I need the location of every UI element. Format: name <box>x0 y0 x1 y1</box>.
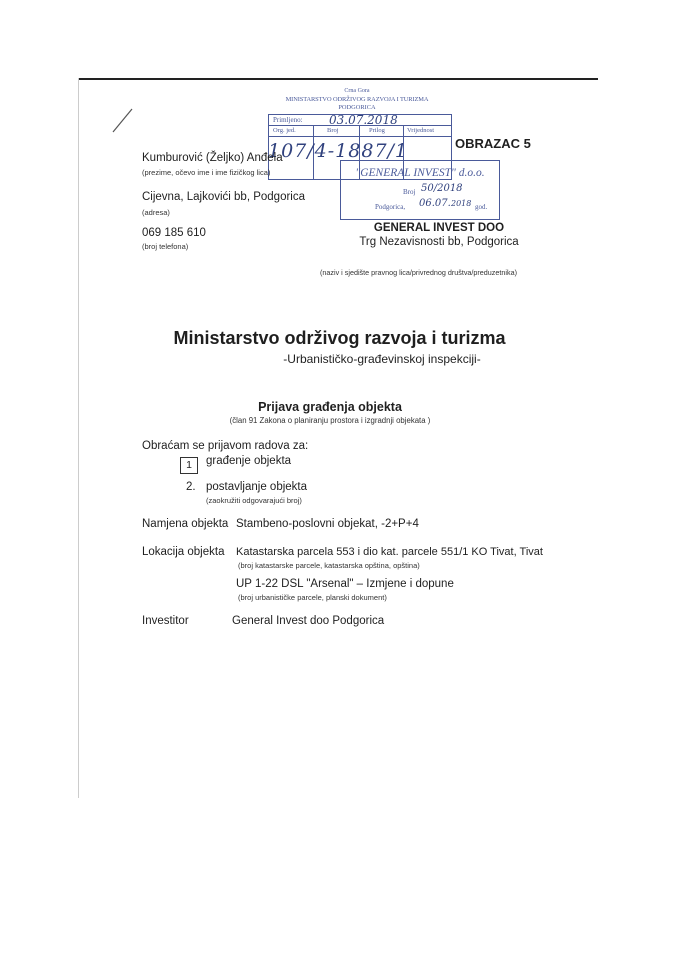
option-1-text: građenje objekta <box>206 455 292 467</box>
stamp-city: PODGORICA <box>338 104 376 111</box>
company-stamp-broj-value: 50/2018 <box>421 183 463 194</box>
up-caption: (broj urbanističke parcele, planski dokument) <box>238 593 387 602</box>
applicant-name: Kumburović (Željko) Anđela <box>142 152 283 164</box>
applicant-name-caption: (prezime, očevo ime i ime fizičkog lica) <box>142 168 271 177</box>
company-stamp-place: Podgorica, <box>375 203 406 211</box>
lokacija-caption: (broj katastarske parcele, katastarska opština, opština) <box>238 561 420 570</box>
stamp-received-date: 03.07.2018 <box>329 113 398 127</box>
company-stamp-broj-label: Broj <box>403 188 416 196</box>
ministry-title: Ministarstvo održivog razvoja i turizma <box>173 328 506 348</box>
investitor-label: Investitor <box>142 615 189 627</box>
company-stamp-god: god. <box>475 203 488 211</box>
intro-text: Obraćam se prijavom radova za: <box>142 440 309 452</box>
lokacija-label: Lokacija objekta <box>142 546 225 558</box>
document-title: Prijava građenja objekta <box>258 400 402 414</box>
option-2-text: postavljanje objekta <box>206 481 308 493</box>
scan-left-edge <box>78 78 79 798</box>
stamp-handwritten-number: 107/4-1887/1 <box>268 140 409 162</box>
company-caption: (naziv i sjedište pravnog lica/privrednog društva/preduzetnika) <box>320 268 517 277</box>
option-1-box <box>180 457 198 474</box>
pen-mark <box>110 106 140 136</box>
applicant-phone-caption: (broj telefona) <box>142 242 189 251</box>
applicant-address-caption: (adresa) <box>142 208 170 217</box>
up-value: UP 1-22 DSL "Arsenal" – Izmjene i dopune <box>236 578 454 590</box>
namjena-value: Stambeno-poslovni objekat, -2+P+4 <box>236 518 419 530</box>
stamp-col-org: Org. jed. <box>273 127 296 134</box>
stamp-country: Crna Gora <box>344 88 370 94</box>
lokacija-value: Katastarska parcela 553 i dio kat. parcele 551/1 KO Tivat, Tivat <box>236 546 543 558</box>
form-code: OBRAZAC 5 <box>455 136 531 151</box>
company-name: GENERAL INVEST DOO <box>373 222 505 234</box>
investitor-value: General Invest doo Podgorica <box>232 615 385 627</box>
stamp-col-vrijednost: Vrijednost <box>407 127 435 134</box>
applicant-phone: 069 185 610 <box>142 227 206 239</box>
company-stamp-date: 06.07. <box>419 198 451 209</box>
document-subtitle: (član 91 Zakona o planiranju prostora i izgradnji objekata ) <box>229 416 431 425</box>
stamp-col-prilog: Prilog <box>369 127 385 134</box>
namjena-label: Namjena objekta <box>142 518 229 530</box>
company-stamp-name: "GENERAL INVEST" d.o.o. <box>355 167 485 179</box>
company-stamp <box>340 160 500 220</box>
option-2-number: 2. <box>186 481 196 493</box>
stamp-received-label: Primljeno: <box>273 116 303 124</box>
company-stamp-year: 2018 <box>451 199 472 208</box>
options-caption: (zaokružiti odgovarajući broj) <box>206 496 302 505</box>
ministry-subtitle: -Urbanističko-građevinskoj inspekciji- <box>283 352 481 366</box>
stamp-col-broj: Broj <box>327 127 339 134</box>
scan-top-line <box>78 78 598 80</box>
company-address: Trg Nezavisnosti bb, Podgorica <box>359 236 519 248</box>
option-1-number: 1 <box>186 459 192 471</box>
stamp-ministry: MINISTARSTVO ODRŽIVOG RAZVOJA I TURIZMA <box>285 96 429 103</box>
applicant-address: Cijevna, Lajkovići bb, Podgorica <box>142 191 306 203</box>
